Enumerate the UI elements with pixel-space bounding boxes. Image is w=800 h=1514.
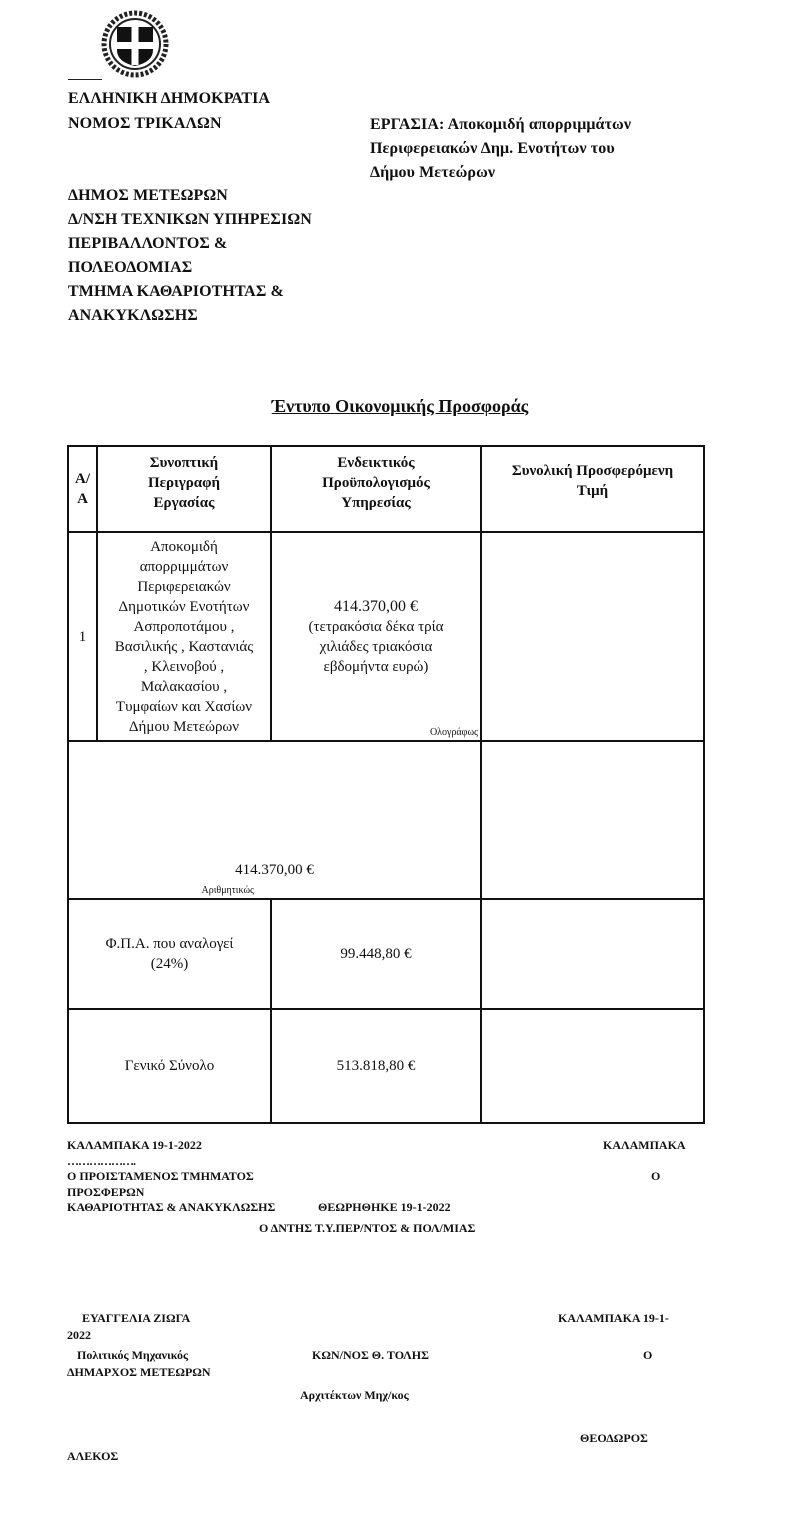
signer2-name: ΚΩΝ/ΝΟΣ Θ. ΤΟΛΗΣ bbox=[312, 1348, 429, 1362]
offered-price-in-words-field[interactable] bbox=[481, 532, 704, 741]
offered-total-field[interactable] bbox=[481, 1009, 704, 1123]
signer1-name: ΕΥΑΓΓΕΛΙΑ ΖΙΩΓΑ bbox=[82, 1311, 191, 1325]
year-wrap: 2022 bbox=[67, 1328, 91, 1342]
vat-amount: 99.448,80 € bbox=[271, 899, 481, 1009]
footer-date-left: ΚΑΛΑΜΠΑΚΑ 19-1-2022 bbox=[67, 1138, 202, 1152]
work-line: Δήμου Μετεώρων bbox=[370, 164, 496, 181]
director-title: Ο ΔΝΤΗΣ Τ.Υ.ΠΕΡ/ΝΤΟΣ & ΠΟΛ/ΜΙΑΣ bbox=[259, 1221, 476, 1235]
table-row bbox=[68, 1009, 704, 1123]
head-of-department: Ο ΠΡΟΙΣΤΑΜΕΝΟΣ ΤΜΗΜΑΤΟΣ bbox=[67, 1169, 254, 1183]
mayor-first-name: ΘΕΟΔΩΡΟΣ bbox=[580, 1431, 648, 1445]
header-budget: Ενδεικτικός Προϋπολογισμός Υπηρεσίας bbox=[271, 446, 481, 532]
greek-coat-of-arms-icon bbox=[100, 10, 170, 80]
budget-in-words: 414.370,00 € (τετρακόσια δέκα τρία χιλιάδες τριακόσια εβδομήντα ευρώ) Ολογράφως bbox=[271, 532, 481, 741]
row-number: 1 bbox=[68, 532, 97, 741]
authority-line: ΠΟΛΕΟΔΟΜΙΑΣ bbox=[68, 259, 193, 276]
mayor-last-name: ΑΛΕΚΟΣ bbox=[67, 1449, 119, 1463]
table-row bbox=[68, 741, 704, 899]
header-offered-price: Συνολική Προσφερόμενη Τιμή bbox=[481, 446, 704, 532]
grand-total-label: Γενικό Σύνολο bbox=[68, 1009, 271, 1123]
table-row bbox=[68, 532, 704, 741]
work-line: ΕΡΓΑΣΙΑ: Αποκομιδή απορριμμάτων bbox=[370, 116, 632, 133]
budget-amount: 414.370,00 € bbox=[235, 862, 314, 878]
offered-price-in-numbers-field[interactable] bbox=[481, 741, 704, 899]
department-name: ΚΑΘΑΡΙΟΤΗΤΑΣ & ΑΝΑΚΥΚΛΩΣΗΣ bbox=[67, 1200, 276, 1214]
signer2-title: Αρχιτέκτων Μηχ/κος bbox=[300, 1388, 409, 1402]
work-line: Περιφερειακών Δημ. Ενοτήτων του bbox=[370, 140, 615, 157]
table-header-row bbox=[68, 446, 704, 532]
header-aa: Α/ Α bbox=[68, 446, 97, 532]
in-numbers-note: Αριθμητικώς bbox=[201, 885, 254, 896]
form-title: Έντυπο Οικονομικής Προσφοράς bbox=[271, 396, 529, 416]
approved-date: ΘΕΩΡΗΘΗΚΕ 19-1-2022 bbox=[318, 1200, 451, 1214]
authority-line: ΠΕΡΙΒΑΛΛΟΝΤΟΣ & bbox=[68, 235, 228, 252]
authority-block bbox=[68, 184, 312, 328]
authority-line: Δ/ΝΣΗ ΤΕΧΝΙΚΩΝ ΥΠΗΡΕΣΙΩΝ bbox=[68, 211, 312, 228]
offeror-label: ΠΡΟΣΦΕΡΩΝ bbox=[67, 1185, 145, 1199]
footer-o-2: Ο bbox=[643, 1348, 653, 1362]
offered-vat-field[interactable] bbox=[481, 899, 704, 1009]
authority-line: ΔΗΜΟΣ ΜΕΤΕΩΡΩΝ bbox=[68, 187, 228, 204]
financial-offer-table bbox=[67, 445, 705, 1124]
header-description: Συνοπτική Περιγραφή Εργασίας bbox=[97, 446, 271, 532]
signer1-title: Πολιτικός Μηχανικός bbox=[77, 1348, 189, 1362]
in-words-note: Ολογράφως bbox=[429, 727, 478, 738]
footer-o-1: Ο bbox=[651, 1169, 661, 1183]
republic-heading: ΕΛΛΗΝΙΚΗ ΔΗΜΟΚΡΑΤΙΑ bbox=[68, 90, 271, 107]
prefecture-heading: ΝΟΜΟΣ ΤΡΙΚΑΛΩΝ bbox=[68, 115, 222, 132]
work-description bbox=[370, 113, 631, 185]
authority-line: ΑΝΑΚΥΚΛΩΣΗΣ bbox=[68, 307, 198, 324]
mayor-title: ΔΗΜΑΡΧΟΣ ΜΕΤΕΩΡΩΝ bbox=[67, 1365, 211, 1379]
signature-dots: ………………. bbox=[67, 1154, 135, 1168]
vat-label: Φ.Π.Α. που αναλογεί (24%) bbox=[68, 899, 271, 1009]
emblem-underline bbox=[68, 79, 102, 80]
budget-in-numbers bbox=[68, 741, 481, 899]
table-row bbox=[68, 899, 704, 1009]
authority-line: ΤΜΗΜΑ ΚΑΘΑΡΙΟΤΗΤΑΣ & bbox=[68, 283, 284, 300]
footer-date-right: ΚΑΛΑΜΠΑΚΑ bbox=[603, 1138, 686, 1152]
grand-total-amount: 513.818,80 € bbox=[271, 1009, 481, 1123]
footer-date-right-2: ΚΑΛΑΜΠΑΚΑ 19-1- bbox=[558, 1311, 669, 1325]
service-description: Αποκομιδή απορριμμάτων Περιφερειακών Δημοτικών Ενοτήτων Ασπροποτάμου , Βασιλικής , Καστανιάς , Κλεινοβού , Μαλακασίου , Τυμφαίων και Χασίων Δήμου Μετεώρων bbox=[97, 532, 271, 741]
